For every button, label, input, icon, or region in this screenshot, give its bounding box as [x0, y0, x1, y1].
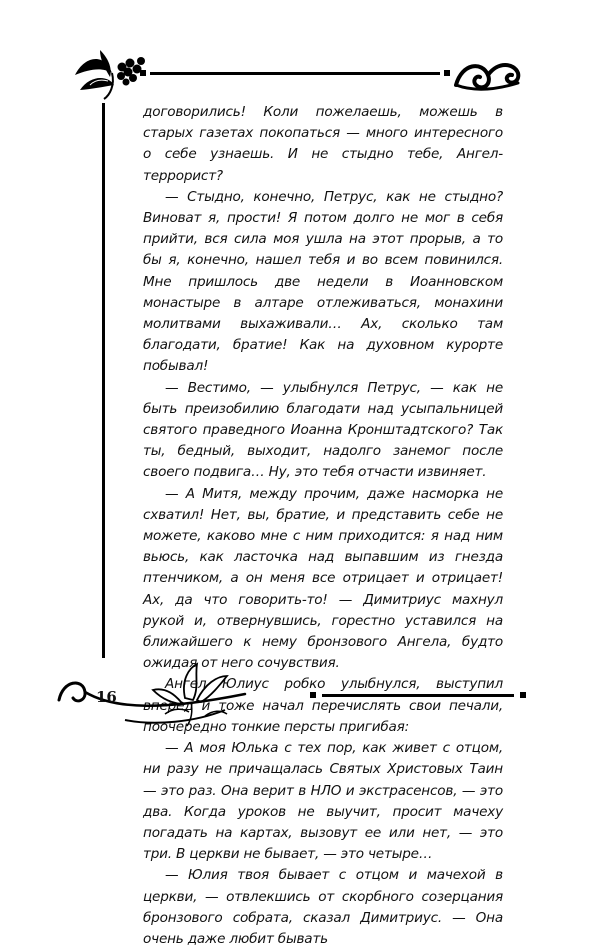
- paragraph: договорились! Коли пожелаешь, можешь в старых газетах покопаться — много интересного о себе узнаешь. И не стыдно тебе, Ангел-террорист?: [143, 104, 503, 184]
- rule-dot: [520, 692, 526, 698]
- leaf-and-berries-ornament: [70, 45, 160, 100]
- rule-dot: [310, 692, 316, 698]
- lily-flourish-ornament: [55, 660, 255, 730]
- paragraph: — Юлия твоя бывает с отцом и мачехой в церкви, — отвлекшись от скорбного созерцания бронзового собрата, сказал Димитриус. — Она очень даже любит бывать: [143, 867, 503, 947]
- paragraph: Ангел Юлиус робко улыбнулся, выступил вперед и тоже начал перечислять свои печали, поочередно тонкие персты пригибая:: [143, 676, 503, 735]
- top-rule: [150, 72, 440, 75]
- paragraph: — А Митя, между прочим, даже насморка не схватил! Нет, вы, братие, и представить себе не можете, каково мне с ним приходится: я над ним вьюсь, как ласточка над выпавшим из гнезда птенчиком, а он меня все отрицает и отрицает! Ах, да что говорить-то! — Димитриус махнул рукой и, отвернувшись, горестно уставился на ближайшего к нему бронзового Ангела, будто ожидая от него сочувствия.: [143, 485, 503, 672]
- left-vertical-rule: [102, 103, 105, 658]
- rule-dot: [140, 70, 146, 76]
- rule-dot: [444, 70, 450, 76]
- page-text: [143, 102, 503, 950]
- paragraph: — Стыдно, конечно, Петрус, как не стыдно? Виноват я, прости! Я потом долго не мог в себя прийти, вся сила моя ушла на этот прорыв, а то бы я, конечно, нашел тебя и во всем повинился. Мне пришлось две недели в Иоанновском монастыре в алтаре отлеживаться, монахини молитвами выхаживали… Ах, сколько там благодати, братие! Как на духовном курорте побывал!: [143, 188, 503, 375]
- swirl-ornament: [452, 55, 522, 95]
- page-number: 16: [96, 688, 117, 706]
- bottom-rule: [322, 694, 514, 697]
- paragraph: — Вестимо, — улыбнулся Петрус, — как не быть преизобилию благодати над усыпальницей святого праведного Иоанна Кронштадтского? Так ты, бедный, выходит, надолго занемог после своего подвига… Ну, это тебя отчасти извиняет.: [143, 379, 503, 481]
- paragraph: — А моя Юлька с тех пор, как живет с отцом, ни разу не причащалась Святых Христовых Таин — это раз. Она верит в НЛО и экстрасенсов, — это два. Когда уроков не выучит, просит мачеху погадать на картах, вызовут ее или нет, — это три. В церкви не бывает, — это четыре…: [143, 740, 503, 863]
